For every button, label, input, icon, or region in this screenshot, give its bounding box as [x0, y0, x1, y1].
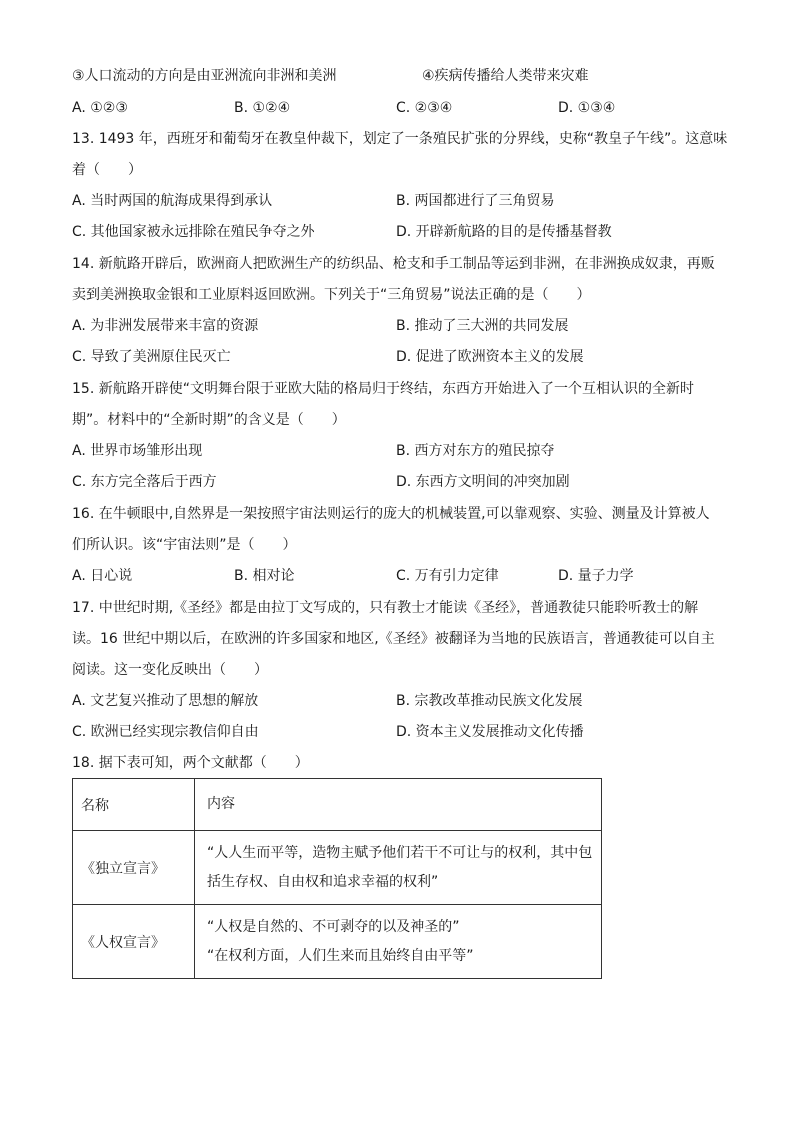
- q16-stem-line1: 16. 在牛顿眼中,自然界是一架按照宇宙法则运行的庞大的机械装置,可以靠观察、实验、测量及计算被人: [72, 506, 710, 522]
- q16-option-d: D. 量子力学: [558, 568, 634, 584]
- q13-option-c: C. 其他国家被永远排除在殖民争夺之外: [72, 224, 315, 240]
- row-content: [195, 905, 602, 979]
- q15-option-d: D. 东西方文明间的冲突加剧: [396, 474, 570, 490]
- content-line: “在权利方面，人们生来而且始终自由平等”: [207, 947, 474, 964]
- q14-stem-line2: 卖到美洲换取金银和工业原料返回欧洲。下列关于“三角贸易”说法正确的是（ ）: [72, 287, 591, 303]
- q14-option-a: A. 为非洲发展带来丰富的资源: [72, 318, 259, 334]
- q17-stem-line1: 17. 中世纪时期,《圣经》都是由拉丁文写成的，只有教士才能读《圣经》，普通教徒只能聆听教士的解: [72, 600, 699, 616]
- q17-stem-line2: 读。16 世纪中期以后，在欧洲的许多国家和地区,《圣经》被翻译为当地的民族语言，普通教徒可以自主: [72, 631, 715, 647]
- q15-stem-line2: 期”。材料中的“全新时期”的含义是（ ）: [72, 412, 346, 428]
- q13-stem-line2: 着（ ）: [72, 162, 142, 178]
- q15-option-a: A. 世界市场雏形出现: [72, 443, 203, 459]
- table-row: [73, 831, 602, 905]
- header-name: 名称: [73, 779, 195, 831]
- documents-table: [72, 778, 602, 979]
- q13-option-d: D. 开辟新航路的目的是传播基督教: [396, 224, 612, 240]
- q16-option-c: C. 万有引力定律: [396, 568, 499, 584]
- q12-option-a: A. ①②③: [72, 100, 128, 116]
- q13-stem-line1: 13. 1493 年，西班牙和葡萄牙在教皇仲裁下，划定了一条殖民扩张的分界线，史称“教皇子午线”。这意味: [72, 131, 728, 147]
- q16-stem-line2: 们所认识。该“宇宙法则”是（ ）: [72, 537, 297, 553]
- row-content: [195, 831, 602, 905]
- header-content: 内容: [195, 779, 602, 831]
- q13-option-b: B. 两国都进行了三角贸易: [396, 193, 555, 209]
- q12-option-d: D. ①③④: [558, 100, 616, 116]
- q17-stem-line3: 阅读。这一变化反映出（ ）: [72, 662, 268, 678]
- q18-stem: 18. 据下表可知，两个文献都（ ）: [72, 755, 309, 771]
- q14-stem-line1: 14. 新航路开辟后，欧洲商人把欧洲生产的纺织品、枪支和手工制品等运到非洲，在非洲换成奴隶，再贩: [72, 256, 715, 272]
- q14-option-d: D. 促进了欧洲资本主义的发展: [396, 349, 584, 365]
- row-name: 《独立宣言》: [73, 831, 195, 905]
- q17-option-c: C. 欧洲已经实现宗教信仰自由: [72, 724, 259, 740]
- statement-4: ④疾病传播给人类带来灾难: [422, 68, 589, 84]
- q14-option-b: B. 推动了三大洲的共同发展: [396, 318, 569, 334]
- q17-option-d: D. 资本主义发展推动文化传播: [396, 724, 584, 740]
- content-line: 括生存权、自由权和追求幸福的权利”: [207, 873, 439, 890]
- content-line: “人权是自然的、不可剥夺的以及神圣的”: [207, 918, 460, 935]
- q17-option-b: B. 宗教改革推动民族文化发展: [396, 693, 583, 709]
- q14-option-c: C. 导致了美洲原住民灭亡: [72, 349, 231, 365]
- q16-option-a: A. 日心说: [72, 568, 133, 584]
- row-name: 《人权宣言》: [73, 905, 195, 979]
- q16-option-b: B. 相对论: [234, 568, 295, 584]
- q13-option-a: A. 当时两国的航海成果得到承认: [72, 193, 273, 209]
- q12-option-c: C. ②③④: [396, 100, 453, 116]
- q17-option-a: A. 文艺复兴推动了思想的解放: [72, 693, 259, 709]
- table-row: [73, 905, 602, 979]
- statement-3: ③人口流动的方向是由亚洲流向非洲和美洲: [72, 68, 337, 84]
- q15-option-c: C. 东方完全落后于西方: [72, 474, 217, 490]
- table-header-row: [73, 779, 602, 831]
- q15-option-b: B. 西方对东方的殖民掠夺: [396, 443, 555, 459]
- q15-stem-line1: 15. 新航路开辟使“文明舞台限于亚欧大陆的格局归于终结，东西方开始进入了一个互相认识的全新时: [72, 381, 694, 397]
- q12-option-b: B. ①②④: [234, 100, 291, 116]
- content-line: “人人生而平等，造物主赋予他们若干不可让与的权利，其中包: [207, 844, 593, 861]
